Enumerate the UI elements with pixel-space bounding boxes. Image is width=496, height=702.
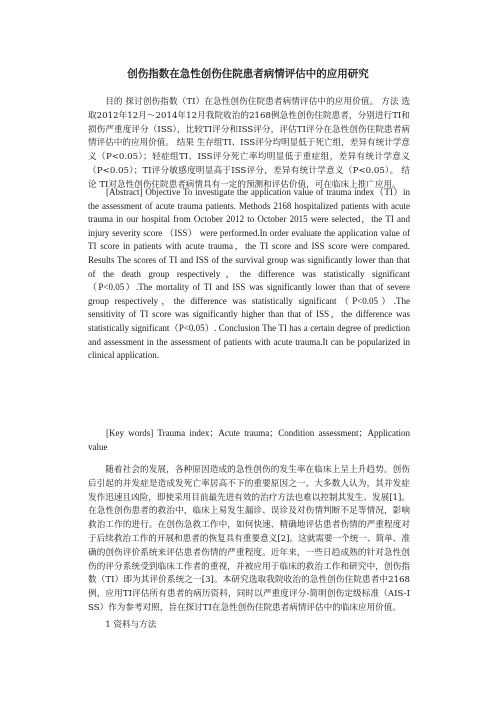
keywords: [Key words] Trauma index；Acute trauma；Condition assessment；Application value — [88, 428, 410, 452]
paper-title: 创伤指数在急性创伤住院患者病情评估中的应用研究 — [127, 68, 369, 80]
abstract-english: [Abstract] Objective To investigate the application value of trauma index（TI）in the assessment of acute trauma patients. Methods 2168 hospitalized patients with acute trauma in our hospital from October 2012 to October 2015 were selected，the TI and injury severity score （ISS） were performed.In order evaluate the application value of TI score in patients with acute trauma，the TI score and ISS score were compared. Results The scores of TI and ISS of the survival group was significantly lower than that of the death group respectively，the difference was statistically significant（P<0.05）.The mortality of TI and ISS was significantly lower than that of severe group respectively，the difference was statistically significant（P<0.05）.The sensitivity of TI score was significantly higher than that of ISS，the difference was statistically significant（P<0.05）. Conclusion The TI has a certain degree of prediction and assessment in the assessment of patients with acute trauma.It can be popularized in clinical application. — [88, 187, 410, 361]
introduction-paragraph: 随着社会的发展，各种原因造成的急性创伤的发生率在临床上呈上升趋势。创伤后引起的并发症是造成发死亡率居高不下的重要原因之一。大多数人认为，其并发症发作迅速且凶险，即使采用目前最先进有效的治疗方法也难以控制其发生、发展[1]。在急性创伤患者的救治中，临床上易发生漏诊、误诊及对伤情判断不足等情况，影响救治工作的进行。在创伤急救工作中，如何快速、精确地评估患者伤情的严重程度对于后续救治工作的开展和患者的恢复具有重要意义[2]。这就需要一个统一、简单、准确的创伤评价系统来评估患者伤情的严重程度。近年来，一些日趋成熟的针对急性创伤的评分系统受到临床工作者的重视，并被应用于临床的救治工作和研究中，创伤指数（TI）即为其评价系统之一[3]。本研究选取我院收治的急性创伤住院患者中2168例，应用TI评估所有患者的病历资料，同时以严重度评分-简明创伤定级标准（AIS-ISS）作为参考对照，旨在探讨TI在急性创伤住院患者病情评估中的临床应用价值。 — [88, 465, 410, 613]
abstract-chinese: 目的 探讨创伤指数（TI）在急性创伤住院患者病情评估中的应用价值。 方法 选取2012年12月～2014年12月我院收治的2168例急性创伤住院患者，分别进行TI和损伤严重度评分（ISS），比较TI评分和ISS评分，评估TI评分在急性创伤住院患者病情评估中的应用价值。 结果 生存组TI、ISS评分均明显低于死亡组，差异有统计学意义（P<0.05）；轻症组TI、ISS评分死亡率均明显低于重症组，差异有统计学意义（P<0.05）；TI评分敏感度明显高于ISS评分，差异有统计学意义（P<0.05）。 结论 TI对急性创伤住院患者病情具有一定的预测和评估价值，可在临床上推广应用。 — [88, 97, 410, 190]
section-heading: 1 资料与方法 — [105, 620, 157, 630]
